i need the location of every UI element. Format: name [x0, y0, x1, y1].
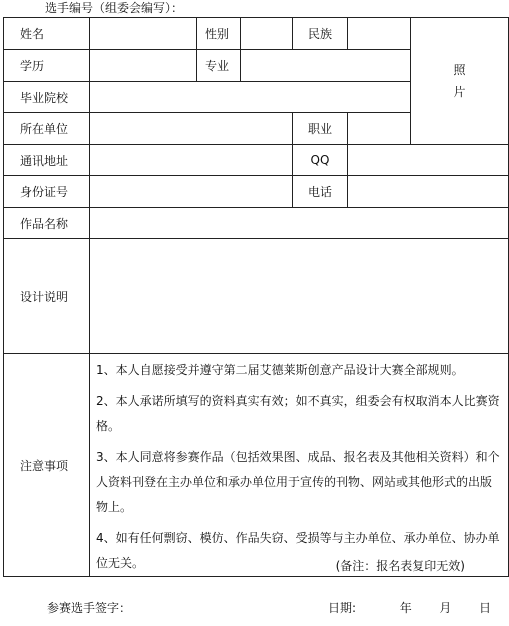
gender-label: 性别	[197, 18, 241, 50]
date-field	[328, 599, 491, 616]
design-desc-label: 设计说明	[4, 239, 90, 354]
major-label: 专业	[197, 50, 241, 82]
date-label: 日期:	[328, 601, 357, 615]
notice-item-3: 3、本人同意将参赛作品（包括效果图、成品、报名表及其他相关资料）和个人资料刊登在主办单位和承办单位用于宣传的刊物、网站或其他形式的出版物上。	[96, 450, 500, 514]
phone-label: 电话	[293, 176, 348, 208]
ethnicity-input-cell[interactable]	[348, 18, 411, 50]
education-input-cell[interactable]	[90, 50, 197, 82]
occupation-label: 职业	[293, 113, 348, 145]
notice-label: 注意事项	[4, 354, 90, 577]
date-year-label: 年	[399, 601, 412, 615]
phone-input-cell[interactable]	[348, 176, 509, 208]
notice-item-2: 2、本人承诺所填写的资料真实有效；如不真实，组委会有权取消本人比赛资格。	[96, 394, 500, 433]
notice-item-1: 1、本人自愿接受并遵守第二届艾德莱斯创意产品设计大赛全部规则。	[96, 363, 464, 377]
photo-cell[interactable]	[411, 18, 509, 145]
employer-label: 所在单位	[4, 113, 90, 145]
occupation-input-cell[interactable]	[348, 113, 411, 145]
school-input-cell[interactable]	[90, 82, 411, 113]
qq-label: QQ	[293, 145, 348, 176]
employer-input-cell[interactable]	[90, 113, 293, 145]
notice-content	[90, 354, 509, 577]
major-input-cell[interactable]	[241, 50, 411, 82]
gender-input-cell[interactable]	[241, 18, 293, 50]
address-label: 通讯地址	[4, 145, 90, 176]
qq-input-cell[interactable]	[348, 145, 509, 176]
id-number-input-cell[interactable]	[90, 176, 293, 208]
name-label: 姓名	[4, 18, 90, 50]
signature-label: 参赛选手签字：	[47, 601, 132, 615]
id-number-label: 身份证号	[4, 176, 90, 208]
work-title-label: 作品名称	[4, 208, 90, 239]
photo-label-char-1: 照	[453, 63, 466, 77]
education-label: 学历	[4, 50, 90, 82]
ethnicity-label: 民族	[293, 18, 348, 50]
address-input-cell[interactable]	[90, 145, 293, 176]
design-desc-input-cell[interactable]	[90, 239, 509, 354]
work-title-input-cell[interactable]	[90, 208, 509, 239]
date-day-label: 日	[479, 601, 492, 615]
school-label: 毕业院校	[4, 82, 90, 113]
contestant-number-label: 选手编号（组委会编写）：	[45, 1, 184, 15]
date-month-label: 月	[439, 601, 452, 615]
registration-form-table	[3, 17, 509, 577]
remark-note: (备注：报名表复印无效)	[335, 559, 465, 573]
notice-item-4: 4、如有任何剽窃、模仿、作品失窃、受损等与主办单位、承办单位、协办单位无关。	[96, 531, 500, 570]
photo-label-char-2: 片	[453, 85, 466, 99]
name-input-cell[interactable]	[90, 18, 197, 50]
